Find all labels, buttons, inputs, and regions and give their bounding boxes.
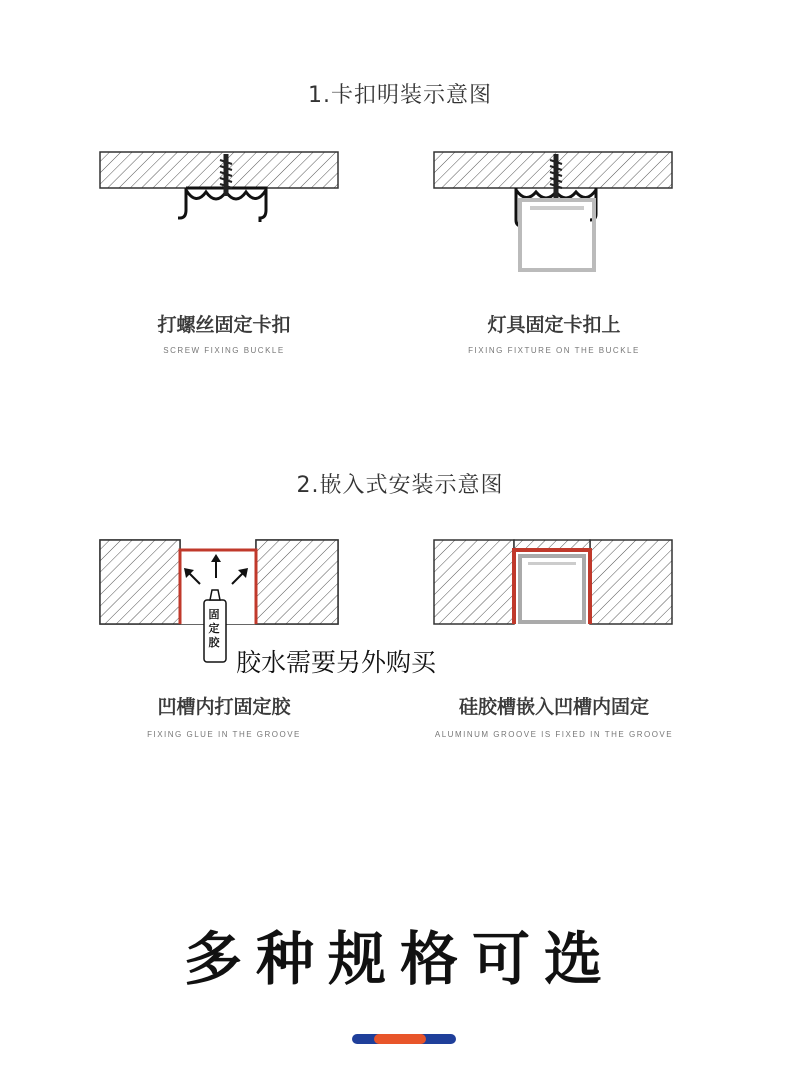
aluminum-profile-icon <box>520 200 594 270</box>
left1-caption-en: SCREW FIXING BUCKLE <box>163 346 285 355</box>
screw-buckle-diagram <box>100 150 340 230</box>
fixture-buckle-diagram <box>434 150 674 280</box>
aluminum-profile-icon <box>520 556 584 622</box>
left2-caption-en: FIXING GLUE IN THE GROOVE <box>147 730 301 739</box>
glue-note: 胶水需要另外购买 <box>236 648 437 677</box>
right1-caption-cn: 灯具固定卡扣上 <box>487 314 621 336</box>
headline: 多种规格可选 <box>183 925 616 993</box>
glue-tube-label: 固定胶 <box>208 608 220 649</box>
left1-caption-cn: 打螺丝固定卡扣 <box>157 314 291 336</box>
section2-title: 2.嵌入式安装示意图 <box>296 473 504 498</box>
groove-fixed-diagram <box>434 538 674 638</box>
right2-caption-cn: 硅胶槽嵌入凹槽内固定 <box>458 696 649 718</box>
buckle-clip-icon <box>178 188 266 222</box>
decorative-bar-accent <box>374 1034 426 1044</box>
right1-caption-en: FIXING FIXTURE ON THE BUCKLE <box>468 346 640 355</box>
right2-caption-en: ALUMINUM GROOVE IS FIXED IN THE GROOVE <box>434 730 674 739</box>
left2-caption-cn: 凹槽内打固定胶 <box>157 696 291 718</box>
section1-title: 1.卡扣明装示意图 <box>308 83 492 108</box>
